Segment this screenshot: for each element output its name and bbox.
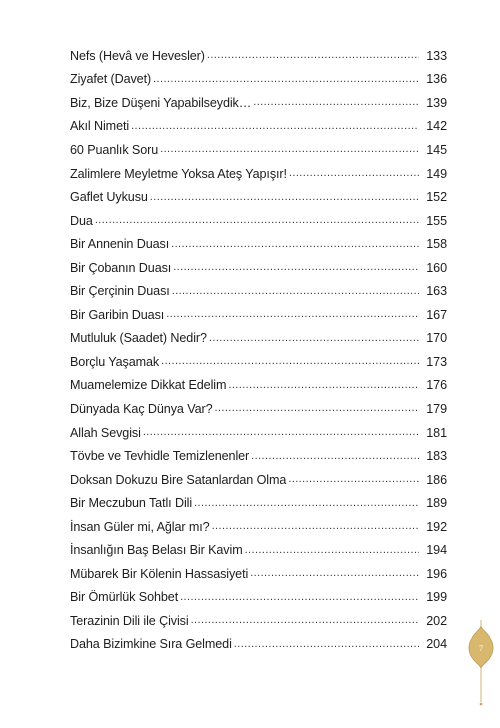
toc-entry-title: Mutluluk (Saadet) Nedir? (70, 331, 207, 346)
toc-entry-page-number: 204 (426, 637, 447, 652)
toc-entry-title: Bir Ömürlük Sohbet (70, 590, 179, 605)
toc-dot-leader (131, 121, 419, 132)
toc-entry-page-number: 152 (426, 190, 447, 205)
toc-entry-page-number: 145 (426, 142, 447, 157)
toc-entry-page-number: 202 (426, 613, 447, 628)
toc-dot-leader (95, 215, 419, 226)
toc-entry-title: Dünyada Kaç Dünya Var? (70, 401, 213, 416)
toc-dot-leader (228, 380, 419, 391)
toc-entry (70, 468, 447, 492)
toc-entry (70, 91, 447, 115)
toc-dot-leader (253, 97, 419, 108)
toc-entry-title: Mübarek Bir Kölenin Hassasiyeti (70, 566, 249, 581)
toc-entry (70, 633, 447, 657)
toc-entry-title: Bir Garibin Duası (70, 307, 165, 322)
toc-entry (70, 232, 447, 256)
toc-dot-leader (150, 192, 419, 203)
toc-entry-title: Biz, Bize Düşeni Yapabilseydik… (70, 95, 252, 110)
toc-entry-title: Doksan Dokuzu Bire Satanlardan Olma (70, 472, 287, 487)
toc-entry-title: Bir Meczubun Tatlı Dili (70, 496, 193, 511)
toc-entry-page-number: 149 (426, 166, 447, 181)
toc-entry-page-number: 167 (426, 307, 447, 322)
toc-entry-page-number: 192 (426, 519, 447, 534)
toc-entry (70, 303, 447, 327)
toc-dot-leader (207, 50, 419, 61)
toc-entry (70, 185, 447, 209)
toc-entry (70, 609, 447, 633)
toc-dot-leader (172, 286, 419, 297)
toc-entry (70, 374, 447, 398)
toc-dot-leader (153, 74, 419, 85)
toc-entry (70, 444, 447, 468)
toc-dot-leader (173, 262, 419, 273)
toc-entry (70, 44, 447, 68)
toc-entry-title: Nefs (Hevâ ve Hevesler) (70, 48, 205, 63)
toc-entry-page-number: 142 (426, 119, 447, 134)
toc-entry-title: Ziyafet (Davet) (70, 72, 152, 87)
toc-entry-title: Muamelemize Dikkat Edelim (70, 378, 227, 393)
toc-dot-leader (251, 451, 419, 462)
toc-entry (70, 138, 447, 162)
toc-entry-page-number: 133 (426, 48, 447, 63)
toc-entry-page-number: 199 (426, 590, 447, 605)
toc-entry (70, 256, 447, 280)
toc-entry-title: İnsan Güler mi, Ağlar mı? (70, 519, 210, 534)
toc-entry-title: 60 Puanlık Soru (70, 142, 159, 157)
toc-entry (70, 350, 447, 374)
toc-entry-page-number: 173 (426, 354, 447, 369)
toc-entry (70, 562, 447, 586)
toc-entry-title: Bir Annenin Duası (70, 237, 170, 252)
toc-dot-leader (209, 333, 419, 344)
toc-entry-title: Allah Sevgisi (70, 425, 141, 440)
page-folio: 7 (479, 644, 483, 653)
toc-entry-page-number: 155 (426, 213, 447, 228)
toc-entry-title: Dua (70, 213, 93, 228)
toc-entry-page-number: 176 (426, 378, 447, 393)
toc-dot-leader (289, 168, 419, 179)
toc-entry-page-number: 163 (426, 284, 447, 299)
toc-entry (70, 397, 447, 421)
toc-entry-title: Akıl Nimeti (70, 119, 130, 134)
toc-entry-page-number: 136 (426, 72, 447, 87)
toc-entry-page-number: 158 (426, 237, 447, 252)
toc-entry-page-number: 196 (426, 566, 447, 581)
toc-entry (70, 515, 447, 539)
ornament-dot (480, 703, 483, 706)
toc-dot-leader (143, 427, 419, 438)
toc-entry (70, 68, 447, 92)
toc-entry (70, 209, 447, 233)
toc-entry-title: Bir Çobanın Duası (70, 260, 172, 275)
toc-entry-title: Zalimlere Meyletme Yoksa Ateş Yapışır! (70, 166, 287, 181)
toc-entry (70, 115, 447, 139)
toc-entry (70, 162, 447, 186)
toc-entry-page-number: 183 (426, 449, 447, 464)
toc-entry-title: Gaflet Uykusu (70, 190, 148, 205)
toc-entry-page-number: 189 (426, 496, 447, 511)
toc-dot-leader (245, 545, 419, 556)
toc-entry-title: Daha Bizimkine Sıra Gelmedi (70, 637, 232, 652)
toc-entry-title: İnsanlığın Baş Belası Bir Kavim (70, 543, 243, 558)
page-number-ornament (467, 620, 495, 710)
toc-dot-leader (234, 639, 419, 650)
toc-entry-page-number: 139 (426, 95, 447, 110)
toc-entry-title: Tövbe ve Tevhidle Temizlenenler (70, 449, 250, 464)
toc-entry (70, 491, 447, 515)
toc-entry-page-number: 186 (426, 472, 447, 487)
toc-entry-title: Bir Çerçinin Duası (70, 284, 170, 299)
toc-dot-leader (180, 592, 419, 603)
toc-dot-leader (250, 568, 419, 579)
toc-dot-leader (212, 521, 419, 532)
toc-entry (70, 538, 447, 562)
toc-entry-page-number: 170 (426, 331, 447, 346)
toc-entry-page-number: 179 (426, 401, 447, 416)
toc-entry (70, 279, 447, 303)
toc-dot-leader (288, 474, 419, 485)
toc-dot-leader (160, 144, 419, 155)
toc-dot-leader (191, 615, 419, 626)
table-of-contents (70, 44, 447, 656)
toc-entry (70, 586, 447, 610)
toc-entry-title: Borçlu Yaşamak (70, 354, 160, 369)
toc-entry-page-number: 181 (426, 425, 447, 440)
toc-dot-leader (161, 356, 419, 367)
toc-dot-leader (194, 498, 419, 509)
toc-entry-page-number: 160 (426, 260, 447, 275)
toc-entry (70, 327, 447, 351)
toc-entry (70, 421, 447, 445)
toc-entry-title: Terazinin Dili ile Çivisi (70, 613, 189, 628)
toc-dot-leader (166, 309, 419, 320)
toc-dot-leader (171, 239, 419, 250)
toc-entry-page-number: 194 (426, 543, 447, 558)
toc-dot-leader (214, 403, 419, 414)
